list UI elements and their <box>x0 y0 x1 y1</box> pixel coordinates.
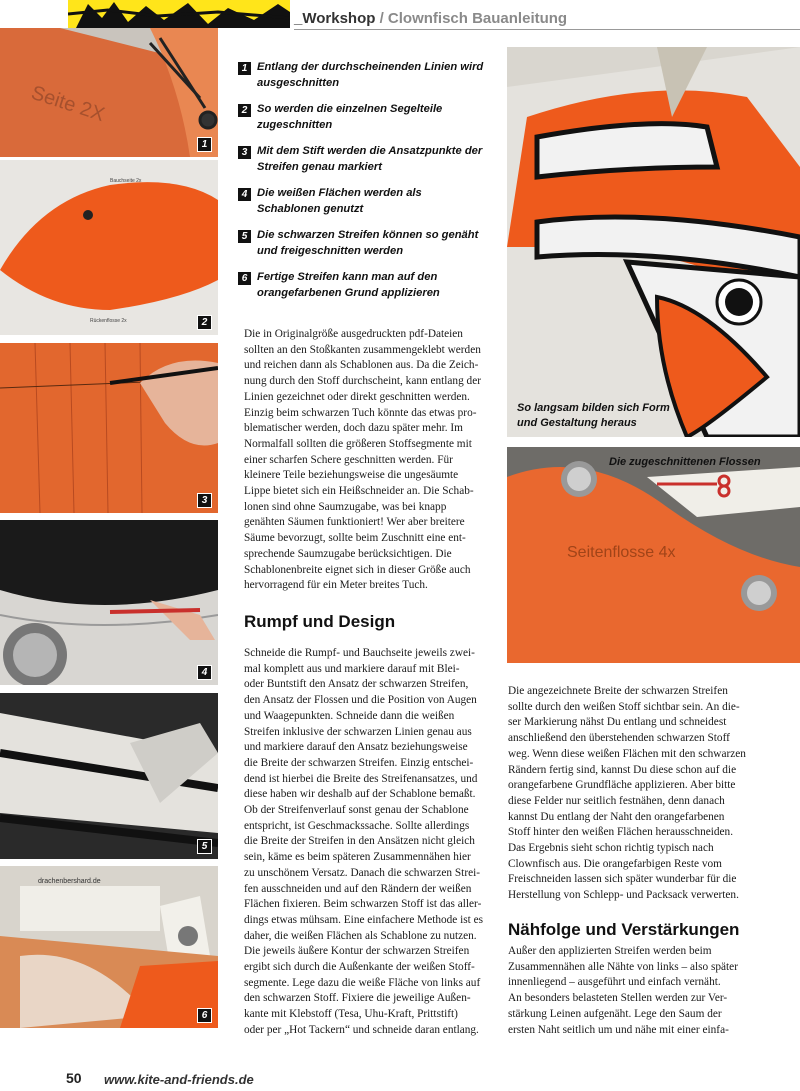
step-number: 2 <box>238 104 251 117</box>
step-item <box>238 102 488 144</box>
section-label: _Workshop <box>294 10 376 27</box>
rumpf-text <box>244 646 496 1039</box>
photo-2-number: 2 <box>197 315 212 330</box>
photo-flossen <box>507 447 800 663</box>
right-text-2 <box>508 944 773 1038</box>
right-text-1 <box>508 684 773 904</box>
step-number: 6 <box>238 272 251 285</box>
step-list <box>238 60 488 312</box>
step-item <box>238 270 488 312</box>
photo-6-label: drachenbershard.de <box>38 878 101 885</box>
right-paragraph-2: Außer den applizierten Streifen werden beim Zusammennähen alle Nähte von links – also später innenliegend – ausgeführt und einfach vernäht. An besonders belasteten Stellen werden zur Ver- stärkung Leinen aufgenäht. Lege den Saum der ersten Naht seitlich um und nähe mit einer einfa- <box>508 945 738 1036</box>
header-rule <box>294 29 800 30</box>
photo-1-number: 1 <box>197 137 212 152</box>
photo-form <box>507 47 800 437</box>
step-text: Mit dem Stift werden die Ansatzpunkte der Streifen genau markiert <box>257 145 483 173</box>
page-number: 50 <box>66 1070 82 1086</box>
step-text: So werden die einzelnen Segelteile zugeschnitten <box>257 103 443 131</box>
header-decoration <box>68 0 290 28</box>
intro-text <box>244 327 496 594</box>
photo-3-number: 3 <box>197 493 212 508</box>
section-separator: / <box>375 10 388 27</box>
photo-2 <box>0 160 218 335</box>
heading-rumpf: Rumpf und Design <box>244 612 396 631</box>
photo-5-number: 5 <box>197 839 212 854</box>
heading-naht: Nähfolge und Verstärkungen <box>508 920 740 939</box>
step-item <box>238 60 488 102</box>
step-number: 5 <box>238 230 251 243</box>
flossen-label: Seitenflosse 4x <box>567 544 676 561</box>
step-number: 4 <box>238 188 251 201</box>
step-item <box>238 228 488 270</box>
photo-5 <box>0 693 218 859</box>
step-number: 3 <box>238 146 251 159</box>
photo-6 <box>0 866 218 1028</box>
step-text: Fertige Streifen kann man auf den orangefarbenen Grund applizieren <box>257 271 440 299</box>
photo-1-label: Seite 2X <box>28 81 108 127</box>
step-text: Entlang der durchscheinenden Linien wird ausgeschnitten <box>257 61 484 89</box>
photo-3 <box>0 343 218 513</box>
step-text: Die schwarzen Streifen können so genäht und freigeschnitten werden <box>257 229 479 257</box>
caption-form: So langsam bilden sich Form und Gestaltung heraus <box>517 402 670 429</box>
right-paragraph-1: Die angezeichnete Breite der schwarzen Streifen sollte durch den weißen Stoff sichtbar sein. An die- ser Markierung nähst Du entlang und schneidest anschließend den überstehenden schwarzen Stoff weg. Wenn diese weißen Flächen mit den schwarzen Rändern fertig sind, kannst Du diese schon auf die orangefarbene Grundfläche applizieren. Aber bitte diese Felder nur seitlich festnähen, denn danach kannst Du entlang der Naht den orangefarbenen Stoff hinter den weißen Flächen herausschneiden. Das Ergebnis sieht schon richtig typisch nach Clownfisch aus. Die orangefarbigen Reste vom Freischneiden lassen sich später wunderbar für die Herstellung von Schlepp- und Packsack verwerten. <box>508 685 746 902</box>
photo-2-label-b: Rückenflosse 2x <box>90 318 127 324</box>
photo-6-number: 6 <box>197 1008 212 1023</box>
caption-flossen: Die zugeschnittenen Flossen <box>609 456 761 468</box>
photo-4 <box>0 520 218 685</box>
rumpf-paragraph: Schneide die Rumpf- und Bauchseite jeweils zwei- mal komplett aus und markiere darauf mit Blei- oder Buntstift den Ansatz der schwarzen Streifen, den Ansatz der Flossen und die Position von Augen und Waagepunkten. Schneide dann die weißen Streifen inklusive der schwarzen Linien genau aus und markiere darauf den Ansatz beziehungsweise die Breite der schwarzen Streifen. Einzig entschei- dend ist hierbei die Breite des Streifenansatzes, und diese haben wir deshalb auf der Schablone bemaßt. Ob der Streifenverlauf sonst genau der Schablone entspricht, ist Geschmackssache. Sollte allerdings die Breite der Streifen in den Ansätzen nicht gleich sein, käme es beim späteren Zusammennähen hier zu unschönem Versatz. Danach die schwarzen Strei- fen ausschneiden und auf den Rändern der weißen Flächen fixieren. Beim schwarzen Stoff ist das aller- dings etwas mühsam. Eine einfachere Methode ist es daher, die weißen Flächen als Schablone zu nutzen. Die jeweils äußere Kontur der schwarzen Streifen ergibt sich durch die Außenkante der weißen Stoff- segmente. Lege dazu die weiße Fläche von links auf den schwarzen Stoff. Fixiere die jeweilige Außen- kante mit Klebstoff (Tesa, Uhu-Kraft, Prittstift) oder per „Hot Tackern“ und schneide daran entlang. <box>244 647 484 1036</box>
intro-paragraph: Die in Originalgröße ausgedruckten pdf-Dateien sollten an den Stoßkanten zusammengeklebt werden und reichen dann als Schablonen aus. Da die Zeich- nung durch den Stoff durchscheint, kann entlang der Linien gezeichnet oder direkt geschnitten werden. Einzig beim schwarzen Tuch könnte das etwas pro- blematischer werden, doch dazu später mehr. Im Normalfall sollten die größeren Stoffsegmente mit einer scharfen Schere geschnitten werden. Für kleinere Teile beziehungsweise die ungesäumte Lippe bietet sich ein Heißschneider an. Die Schab- lonen sind ohne Saumzugabe, was bei knapp genähten Säumen funktioniert! Wer aber breitere Säume bevorzugt, sollte beim Zuschnitt eine ent- sprechende Saumzugabe berücksichtigen. Die Schablonenbreite eignet sich in dieser Größe auch hervorragend für ein Meter breites Tuch. <box>244 328 481 592</box>
step-item <box>238 186 488 228</box>
section-title <box>294 10 567 27</box>
photo-2-label-a: Bauchseite 2x <box>110 178 142 184</box>
photo-4-number: 4 <box>197 665 212 680</box>
photo-1 <box>0 28 218 157</box>
step-item <box>238 144 488 186</box>
step-number: 1 <box>238 62 251 75</box>
section-subtitle: Clownfisch Bauanleitung <box>387 10 568 27</box>
step-text: Die weißen Flächen werden als Schablonen genutzt <box>257 187 422 215</box>
site-link[interactable]: www.kite-and-friends.de <box>104 1072 254 1087</box>
